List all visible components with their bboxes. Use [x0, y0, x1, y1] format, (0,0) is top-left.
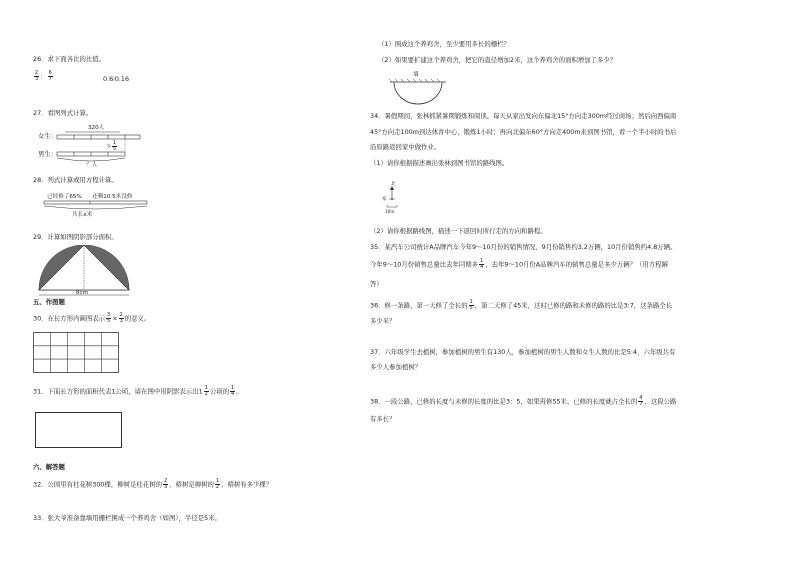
- q32-text: 32．公园里有桂花树300棵，柳树是桂花树的 $\frac{2}{3}$ ，梧树是柳树的 $\frac{1}{2}$ ，梧树有多少棵？: [33, 478, 273, 490]
- q29-dim: 8cm: [76, 290, 89, 296]
- q28-diagram: [42, 190, 152, 214]
- q37-line2: 多少人参加植树？: [370, 363, 422, 371]
- q27-unknown: ？人: [86, 162, 98, 168]
- wall-label: 墙: [413, 72, 419, 78]
- q31-text: 31．下面长方形的面积代表1公顷，请在图中用阴影表示出1 $\frac{1}{2}$ 公顷的 $\frac{1}{4}$ 。: [33, 385, 243, 397]
- q30-grid-rectangle[interactable]: [33, 332, 123, 374]
- q30-text: 30．在长方形内画图表示 $\frac{3}{5}$ × $\frac{2}{3}$ 的意义。: [33, 312, 151, 324]
- q36-line1: 36．修一条路，第一天修了全长的 $\frac{1}{5}$ ，第二天修了45米，这时已修的路和未修的路的比是3:7，这条路全长: [370, 299, 673, 311]
- q27-amount: 320人: [88, 125, 105, 131]
- q37-line1: 37．六年级学生去植树，参加植树的男生有130人，参加植树的男生人数和女生人数的比是5:4，六年级共有: [370, 348, 676, 356]
- q28-text: 28．列式计算或用方程计算。: [33, 176, 118, 184]
- q38-line1: 38．一段公路，已修的长度与未修的长度的比是3：5，如果再修55米，已修的长度就占全长的 $\frac{4}{7}$ ，这段公路: [370, 395, 677, 407]
- q34-part1: （1）请你根据描述画出张林到图书馆的路线图。: [370, 159, 509, 167]
- q26-expr1: $\frac{2}{3}$ ： $\frac{6}{7}$: [35, 70, 52, 82]
- q35-line1: 35．某汽车公司统计A品牌汽车今年9～10月份的销售情况，9月份销售约3.2万辆，10月份销售约4.8万辆。: [370, 243, 677, 251]
- q28-total: 共长x米: [72, 212, 93, 218]
- q27-diagram: [55, 128, 145, 166]
- q34-line1: 34．暑假期间，张林抓紧暑期锻炼和阅读。每天从家出发向东偏北15°方向走300m经过商场；然后向西偏南: [370, 112, 677, 120]
- label-girls: 女生：: [38, 132, 58, 140]
- q33-part1: （1）围成这个养鸡舍，至少要用多长的栅栏？: [378, 40, 510, 48]
- q29-text: 29．计算如图阴影部分面积。: [33, 233, 118, 241]
- q38-line2: 有多长？: [370, 415, 396, 423]
- q31-rectangle[interactable]: [35, 412, 122, 448]
- q26-expr2: 0.6∶0.16: [103, 75, 130, 83]
- q35-line2: 今年9～10月份销售总量比去年同期多 $\frac{1}{4}$ ，去年9～10月份A品牌汽车的销售总量是多少万辆？（用方程解: [370, 258, 668, 270]
- section-6-title: 六、解答题: [33, 463, 65, 471]
- scale-label: 10m: [385, 209, 395, 214]
- q27-text: 27．看图列式计算。: [33, 109, 93, 117]
- fraction: $\frac{6}{7}$: [48, 70, 52, 82]
- fraction: $\frac{2}{3}$: [35, 70, 39, 82]
- north-arrow-figure: [386, 186, 398, 212]
- north-label: 北: [391, 182, 396, 187]
- q34-line2: 45°方向走100m到达体育中心，锻炼1小时；再向北偏东60°方向走400m来到图书馆，看一个半小时的书后: [370, 128, 677, 136]
- q33-chicken-coop-figure: [388, 74, 448, 106]
- q27-frac: 少 $\frac{1}{5}$: [106, 140, 117, 152]
- q33-part2: （2）如果要扩建这个养鸡舍，把它的直径增加2米，这个养鸡舍的面积增加了多少？: [378, 56, 617, 64]
- home-label: 家: [382, 197, 387, 202]
- q36-line2: 多少米？: [370, 317, 396, 325]
- q34-line3: 沿原路返回家中做作业。: [370, 143, 441, 151]
- section-5-title: 五、作图题: [33, 298, 65, 306]
- q35-line3: 答）: [370, 280, 383, 288]
- q34-part2: （2）请你根据路线图，描述一下返回时所行走的方向和路程。: [370, 227, 547, 235]
- label-boys: 男生：: [38, 150, 58, 158]
- q28-done: 已经修了65%: [47, 194, 82, 200]
- q33-text: 33．张大爷准备靠墙用栅栏围成一个养鸡舍（如图），半径是5米。: [33, 514, 221, 522]
- q26-text: 26．求下面各比的比值。: [33, 55, 106, 63]
- q28-remain: 还剩10.5米没修: [92, 194, 133, 200]
